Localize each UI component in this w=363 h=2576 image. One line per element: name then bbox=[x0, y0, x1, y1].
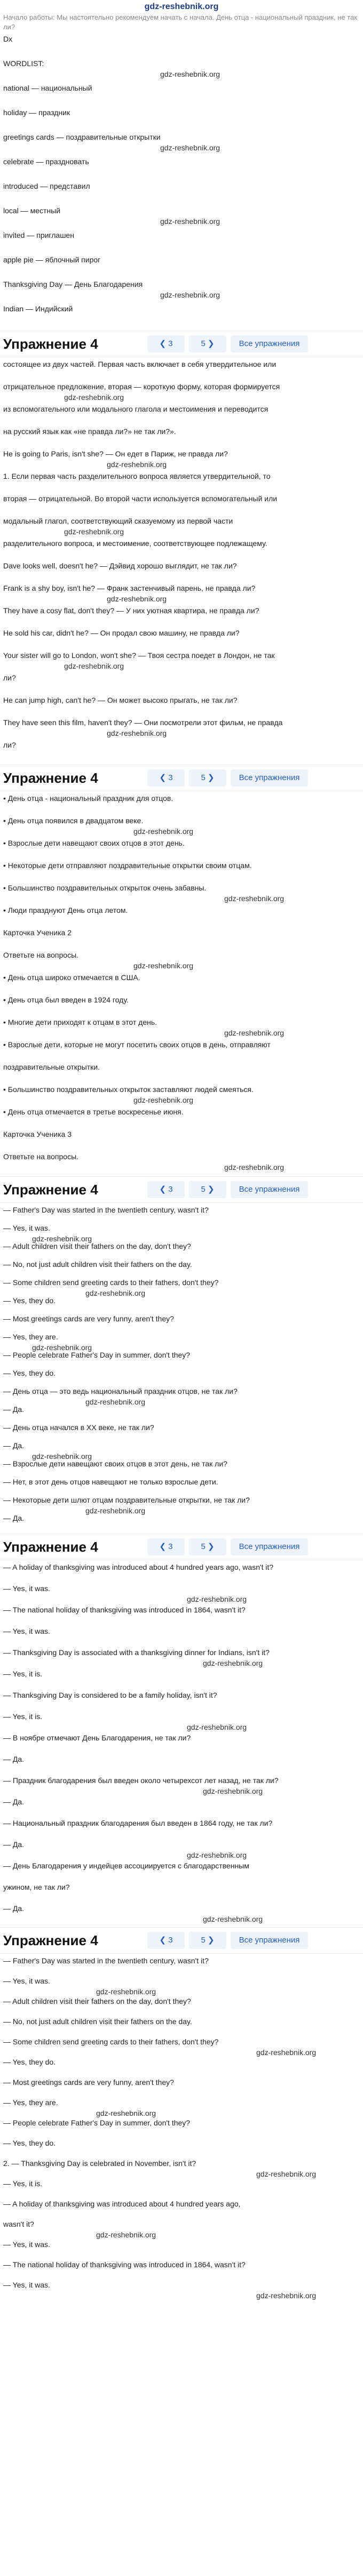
text-line: • Некоторые дети отправляют поздравительные открытки своим отцам. bbox=[3, 861, 252, 870]
watermark: gdz-reshebnik.org bbox=[203, 1787, 263, 1795]
text-line: — Yes, it is. bbox=[3, 2179, 43, 2188]
watermark: gdz-reshebnik.org bbox=[85, 1398, 146, 1406]
text-line: Dave looks well, doesn't he? — Дэйвид хорошо выглядит, не так ли? bbox=[3, 561, 237, 570]
text-line: 1. Если первая часть разделительного вопроса является утвердительной, то bbox=[3, 472, 271, 480]
watermark: gdz-reshebnik.org bbox=[187, 1851, 247, 1859]
exercise-block bbox=[0, 1927, 363, 2300]
exercise-title: Упражнение 4 bbox=[3, 1538, 98, 1555]
exercise-block bbox=[0, 34, 363, 328]
text-line: — Most greetings cards are very funny, aren't they? bbox=[3, 2078, 174, 2087]
text-line: — Нет, в этот день отцов навещают не только взрослые дети. bbox=[3, 1478, 218, 1486]
text-line: модальный глагол, соответствующий сказуемому из первой части gdz-reshebnik.org bbox=[3, 517, 233, 536]
text-line: — People celebrate Father's Day in summer, don't they? bbox=[3, 2118, 191, 2127]
text-line: holiday — праздник bbox=[3, 108, 70, 117]
page-subtitle: Начало работы: Мы настоятельно рекомендуем начать с начала. День отца - национальный праздник, не так ли? bbox=[3, 13, 358, 31]
watermark: gdz-reshebnik.org bbox=[256, 2170, 317, 2178]
exercise-header bbox=[0, 331, 363, 357]
text-line: introduced — представил bbox=[3, 182, 90, 190]
text-line: local — местный gdz-reshebnik.org bbox=[3, 206, 220, 226]
text-line: — Yes, it was. bbox=[3, 1627, 50, 1635]
text-line: ужином, не так ли? bbox=[3, 1883, 70, 1891]
text-line: — В ноябре отмечают День Благодарения, не так ли? bbox=[3, 1734, 191, 1742]
text-line: — Most greetings cards are very funny, aren't they? bbox=[3, 1314, 174, 1323]
text-line: Frank is a shy boy, isn't he? — Франк застенчивый парень, не правда ли? gdz-reshebnik.org bbox=[3, 584, 256, 603]
text-line: • День отца был введен в 1924 году. bbox=[3, 996, 129, 1004]
text-line: • День отца отмечается в третье воскресенье июня. bbox=[3, 1108, 184, 1116]
next-exercise-button[interactable]: 5 ❯ bbox=[189, 1932, 226, 1949]
text-line: — No, not just adult children visit their fathers on the day. bbox=[3, 2017, 192, 2026]
watermark: gdz-reshebnik.org bbox=[96, 2230, 156, 2239]
text-line: They have seen this film, haven't they? — Они посмотрели этот фильм, не правда gdz-reshebnik.org bbox=[3, 718, 283, 737]
watermark: gdz-reshebnik.org bbox=[187, 1595, 247, 1603]
watermark: gdz-reshebnik.org bbox=[107, 460, 167, 469]
all-exercises-button[interactable]: Все упражнения bbox=[231, 1181, 308, 1198]
exercise-title: Упражнение 4 bbox=[3, 1181, 98, 1198]
text-line: — Да. gdz-reshebnik.org bbox=[3, 1441, 92, 1460]
text-line: разделительного вопроса, и местоимение, соответствующее подлежащему. bbox=[3, 539, 267, 548]
text-line: — Да. gdz-reshebnik.org bbox=[3, 1904, 263, 1923]
text-line: Карточка Ученика 3 bbox=[3, 1130, 72, 1138]
text-line: поздравительные открытки. bbox=[3, 1063, 100, 1071]
watermark: gdz-reshebnik.org bbox=[256, 2048, 317, 2057]
watermark: gdz-reshebnik.org bbox=[133, 961, 194, 970]
text-line: He can jump high, can't he? — Он может высоко прыгать, не так ли? bbox=[3, 696, 238, 704]
watermark: gdz-reshebnik.org bbox=[32, 1234, 92, 1243]
text-line: — Некоторые дети шлют отцам поздравительные открытки, не так ли? gdz-reshebnik.org bbox=[3, 1496, 250, 1515]
text-line: 2. — Thanksgiving Day is celebrated in November, isn't it? gdz-reshebnik.org bbox=[3, 2159, 317, 2178]
next-exercise-button[interactable]: 5 ❯ bbox=[189, 769, 226, 787]
watermark: gdz-reshebnik.org bbox=[203, 1659, 263, 1667]
watermark: gdz-reshebnik.org bbox=[203, 1915, 263, 1923]
text-line: — A holiday of thanksgiving was introduced about 4 hundred years ago, bbox=[3, 2200, 241, 2208]
text-line: celebrate — праздновать bbox=[3, 157, 89, 166]
watermark: gdz-reshebnik.org bbox=[85, 1289, 146, 1297]
all-exercises-button[interactable]: Все упражнения bbox=[231, 1538, 308, 1555]
text-line: • Взрослые дети, которые не могут посетить своих отцов в день, отправляют bbox=[3, 1040, 271, 1049]
watermark: gdz-reshebnik.org bbox=[160, 143, 220, 152]
text-line: — Some children send greeting cards to their fathers, don't they? gdz-reshebnik.org bbox=[3, 2037, 317, 2057]
text-line: — День отца — это ведь национальный праздник отцов, не так ли? gdz-reshebnik.org bbox=[3, 1387, 238, 1406]
text-line: — Yes, it was. gdz-reshebnik.org bbox=[3, 1977, 156, 1996]
text-line: — Adult children visit their fathers on the day, don't they? bbox=[3, 1997, 191, 2005]
watermark: gdz-reshebnik.org bbox=[107, 729, 167, 737]
text-line: He sold his car, didn't he? — Он продал свою машину, не правда ли? bbox=[3, 629, 240, 637]
text-line: Thanksgiving Day — День Благодарения gdz-reshebnik.org bbox=[3, 280, 220, 299]
text-line: — Yes, they are. gdz-reshebnik.org bbox=[3, 2098, 156, 2117]
text-line: состоящее из двух частей. Первая часть включает в себя утвердительное или bbox=[3, 360, 277, 368]
watermark: gdz-reshebnik.org bbox=[64, 662, 124, 670]
prev-exercise-button[interactable]: ❮ 3 bbox=[147, 1932, 185, 1949]
exercise-block bbox=[0, 1176, 363, 1531]
site-brand[interactable]: gdz-reshebnik.org bbox=[144, 2, 219, 11]
text-line: — Да. bbox=[3, 1514, 25, 1522]
text-line: ли? bbox=[3, 673, 16, 682]
watermark: gdz-reshebnik.org bbox=[224, 1029, 285, 1037]
all-exercises-button[interactable]: Все упражнения bbox=[231, 335, 308, 352]
text-line: — Yes, it was. gdz-reshebnik.org bbox=[3, 1224, 92, 1243]
text-line: He is going to Paris, isn't she? — Он едет в Париж, не правда ли? gdz-reshebnik.org bbox=[3, 450, 228, 469]
text-line: Your sister will go to London, won't she? — Твоя сестра поедет в Лондон, не так gdz-reshebnik.org bbox=[3, 651, 275, 670]
exercise-block bbox=[0, 331, 363, 763]
watermark: gdz-reshebnik.org bbox=[32, 1452, 92, 1460]
text-line: • Большинство поздравительных открыток очень забавны. gdz-reshebnik.org bbox=[3, 884, 285, 903]
text-line: Dx bbox=[3, 35, 13, 43]
text-line: greetings cards — поздравительные открытки gdz-reshebnik.org bbox=[3, 133, 220, 152]
text-line: • День отца появился в двадцатом веке. gdz-reshebnik.org bbox=[3, 816, 194, 836]
text-line: • Люди празднуют День отца летом. bbox=[3, 906, 128, 914]
text-line: • Большинство поздравительных открыток заставляют людей смеяться. gdz-reshebnik.org bbox=[3, 1085, 254, 1104]
text-line: — No, not just adult children visit their fathers on the day. bbox=[3, 1260, 192, 1269]
text-line: • Взрослые дети навещают своих отцов в этот день. bbox=[3, 839, 185, 847]
text-line: apple pie — яблочный пирог bbox=[3, 255, 101, 264]
exercise-header bbox=[0, 1534, 363, 1560]
text-line: ли? bbox=[3, 741, 16, 749]
exercise-header bbox=[0, 765, 363, 791]
text-line: — Father's Day was started in the twentieth century, wasn't it? bbox=[3, 1206, 209, 1214]
text-line: — Да. bbox=[3, 1797, 25, 1806]
text-line: — Yes, they are. gdz-reshebnik.org bbox=[3, 1333, 92, 1352]
exercise-header bbox=[0, 1176, 363, 1203]
text-line: national — национальный bbox=[3, 84, 92, 92]
exercise-header bbox=[0, 1927, 363, 1954]
watermark: gdz-reshebnik.org bbox=[133, 1096, 194, 1104]
prev-exercise-button[interactable]: ❮ 3 bbox=[147, 335, 185, 352]
text-line: — Взрослые дети навещают своих отцов в этот день, не так ли? bbox=[3, 1459, 227, 1468]
text-line: — Yes, they do. bbox=[3, 1369, 56, 1377]
text-line: WORDLIST: gdz-reshebnik.org bbox=[3, 59, 220, 78]
text-line: — Yes, it was. gdz-reshebnik.org bbox=[3, 2281, 317, 2300]
prev-exercise-button[interactable]: ❮ 3 bbox=[147, 1181, 185, 1198]
prev-exercise-button[interactable]: ❮ 3 bbox=[147, 769, 185, 787]
text-line: — Yes, it was. gdz-reshebnik.org bbox=[3, 1584, 247, 1603]
next-exercise-button[interactable]: 5 ❯ bbox=[189, 335, 226, 352]
watermark: gdz-reshebnik.org bbox=[160, 291, 220, 299]
watermark: gdz-reshebnik.org bbox=[160, 217, 220, 226]
text-line: — Yes, it is. bbox=[3, 1670, 43, 1678]
all-exercises-button[interactable]: Все упражнения bbox=[231, 769, 308, 787]
text-line: invited — приглашен bbox=[3, 231, 74, 239]
text-line: • День отца широко отмечается в США. bbox=[3, 973, 140, 982]
text-line: • Многие дети приходят к отцам в этот день. gdz-reshebnik.org bbox=[3, 1018, 285, 1037]
text-line: — Да. bbox=[3, 1405, 25, 1414]
next-exercise-button[interactable]: 5 ❯ bbox=[189, 1538, 226, 1555]
text-line: Карточка Ученика 2 bbox=[3, 928, 72, 937]
text-line: из вспомогательного или модального глагола и местоимения и переводится bbox=[3, 405, 269, 413]
text-line: вторая — отрицательной. Во второй части используется вспомогательный или bbox=[3, 494, 278, 503]
text-line: — The national holiday of thanksgiving was introduced in 1864, wasn't it? bbox=[3, 2260, 246, 2269]
all-exercises-button[interactable]: Все упражнения bbox=[231, 1932, 308, 1949]
text-line: — Yes, they do. bbox=[3, 2139, 56, 2147]
text-line: на русский язык как «не правда ли?» не так ли?». bbox=[3, 427, 176, 436]
exercise-title: Упражнение 4 bbox=[3, 335, 98, 352]
text-line: — День отца начался в ХХ веке, не так ли? bbox=[3, 1423, 154, 1432]
text-line: Indian — Индийский bbox=[3, 304, 73, 313]
text-line: отрицательное предложение, вторая — короткую форму, которая формируется gdz-reshebnik.org bbox=[3, 382, 280, 402]
text-line: Ответьте на вопросы. gdz-reshebnik.org bbox=[3, 1152, 285, 1171]
text-line: — Thanksgiving Day is associated with a thanksgiving dinner for Indians, isn't it? gdz-reshebnik.org bbox=[3, 1648, 270, 1667]
text-line: — Yes, they do. bbox=[3, 2058, 56, 2066]
content bbox=[0, 34, 363, 2300]
text-line: — Праздник благодарения был введен около четырехсот лет назад, не так ли? gdz-reshebnik.org bbox=[3, 1776, 279, 1795]
exercise-title: Упражнение 4 bbox=[3, 769, 98, 786]
text-line: • День отца - национальный праздник для отцов. bbox=[3, 794, 173, 803]
exercise-title: Упражнение 4 bbox=[3, 1932, 98, 1948]
prev-exercise-button[interactable]: ❮ 3 bbox=[147, 1538, 185, 1555]
watermark: gdz-reshebnik.org bbox=[85, 1506, 146, 1515]
text-line: — Some children send greeting cards to their fathers, don't they? gdz-reshebnik.org bbox=[3, 1278, 219, 1297]
text-line: — День Благодарения у индейцев ассоциируется с благодарственным bbox=[3, 1861, 249, 1870]
text-line: wasn't it? gdz-reshebnik.org bbox=[3, 2220, 156, 2239]
text-line: — Yes, it is. gdz-reshebnik.org bbox=[3, 1712, 247, 1731]
watermark: gdz-reshebnik.org bbox=[32, 1343, 92, 1352]
text-line: — Father's Day was started in the twentieth century, wasn't it? bbox=[3, 1956, 209, 1965]
text-line: — Yes, it was. bbox=[3, 2240, 50, 2249]
watermark: gdz-reshebnik.org bbox=[133, 827, 194, 836]
text-line: — Да. gdz-reshebnik.org bbox=[3, 1840, 247, 1859]
watermark: gdz-reshebnik.org bbox=[64, 393, 124, 402]
watermark: gdz-reshebnik.org bbox=[224, 1163, 285, 1171]
watermark: gdz-reshebnik.org bbox=[107, 595, 167, 603]
exercise-block bbox=[0, 765, 363, 1174]
watermark: gdz-reshebnik.org bbox=[160, 70, 220, 78]
exercise-block bbox=[0, 1534, 363, 1925]
text-line: Ответьте на вопросы. gdz-reshebnik.org bbox=[3, 951, 194, 970]
text-line: — Национальный праздник благодарения был введен в 1864 году, не так ли? bbox=[3, 1819, 273, 1827]
text-line: — Yes, they do. bbox=[3, 1296, 56, 1305]
next-exercise-button[interactable]: 5 ❯ bbox=[189, 1181, 226, 1198]
text-line: — People celebrate Father's Day in summer, don't they? bbox=[3, 1351, 191, 1359]
watermark: gdz-reshebnik.org bbox=[187, 1723, 247, 1731]
watermark: gdz-reshebnik.org bbox=[64, 527, 124, 536]
text-line: — The national holiday of thanksgiving was introduced in 1864, wasn't it? bbox=[3, 1606, 246, 1614]
text-line: They have a cosy flat, don't they? — У них уютная квартира, не правда ли? bbox=[3, 606, 259, 615]
text-line: — Adult children visit their fathers on the day, don't they? bbox=[3, 1242, 191, 1250]
watermark: gdz-reshebnik.org bbox=[96, 2109, 156, 2117]
watermark: gdz-reshebnik.org bbox=[256, 2291, 317, 2300]
text-line: — Да. bbox=[3, 1755, 25, 1763]
text-line: — A holiday of thanksgiving was introduced about 4 hundred years ago, wasn't it? bbox=[3, 1563, 274, 1571]
watermark: gdz-reshebnik.org bbox=[96, 1987, 156, 1996]
watermark: gdz-reshebnik.org bbox=[224, 894, 285, 903]
text-line: — Thanksgiving Day is considered to be a family holiday, isn't it? bbox=[3, 1691, 217, 1699]
